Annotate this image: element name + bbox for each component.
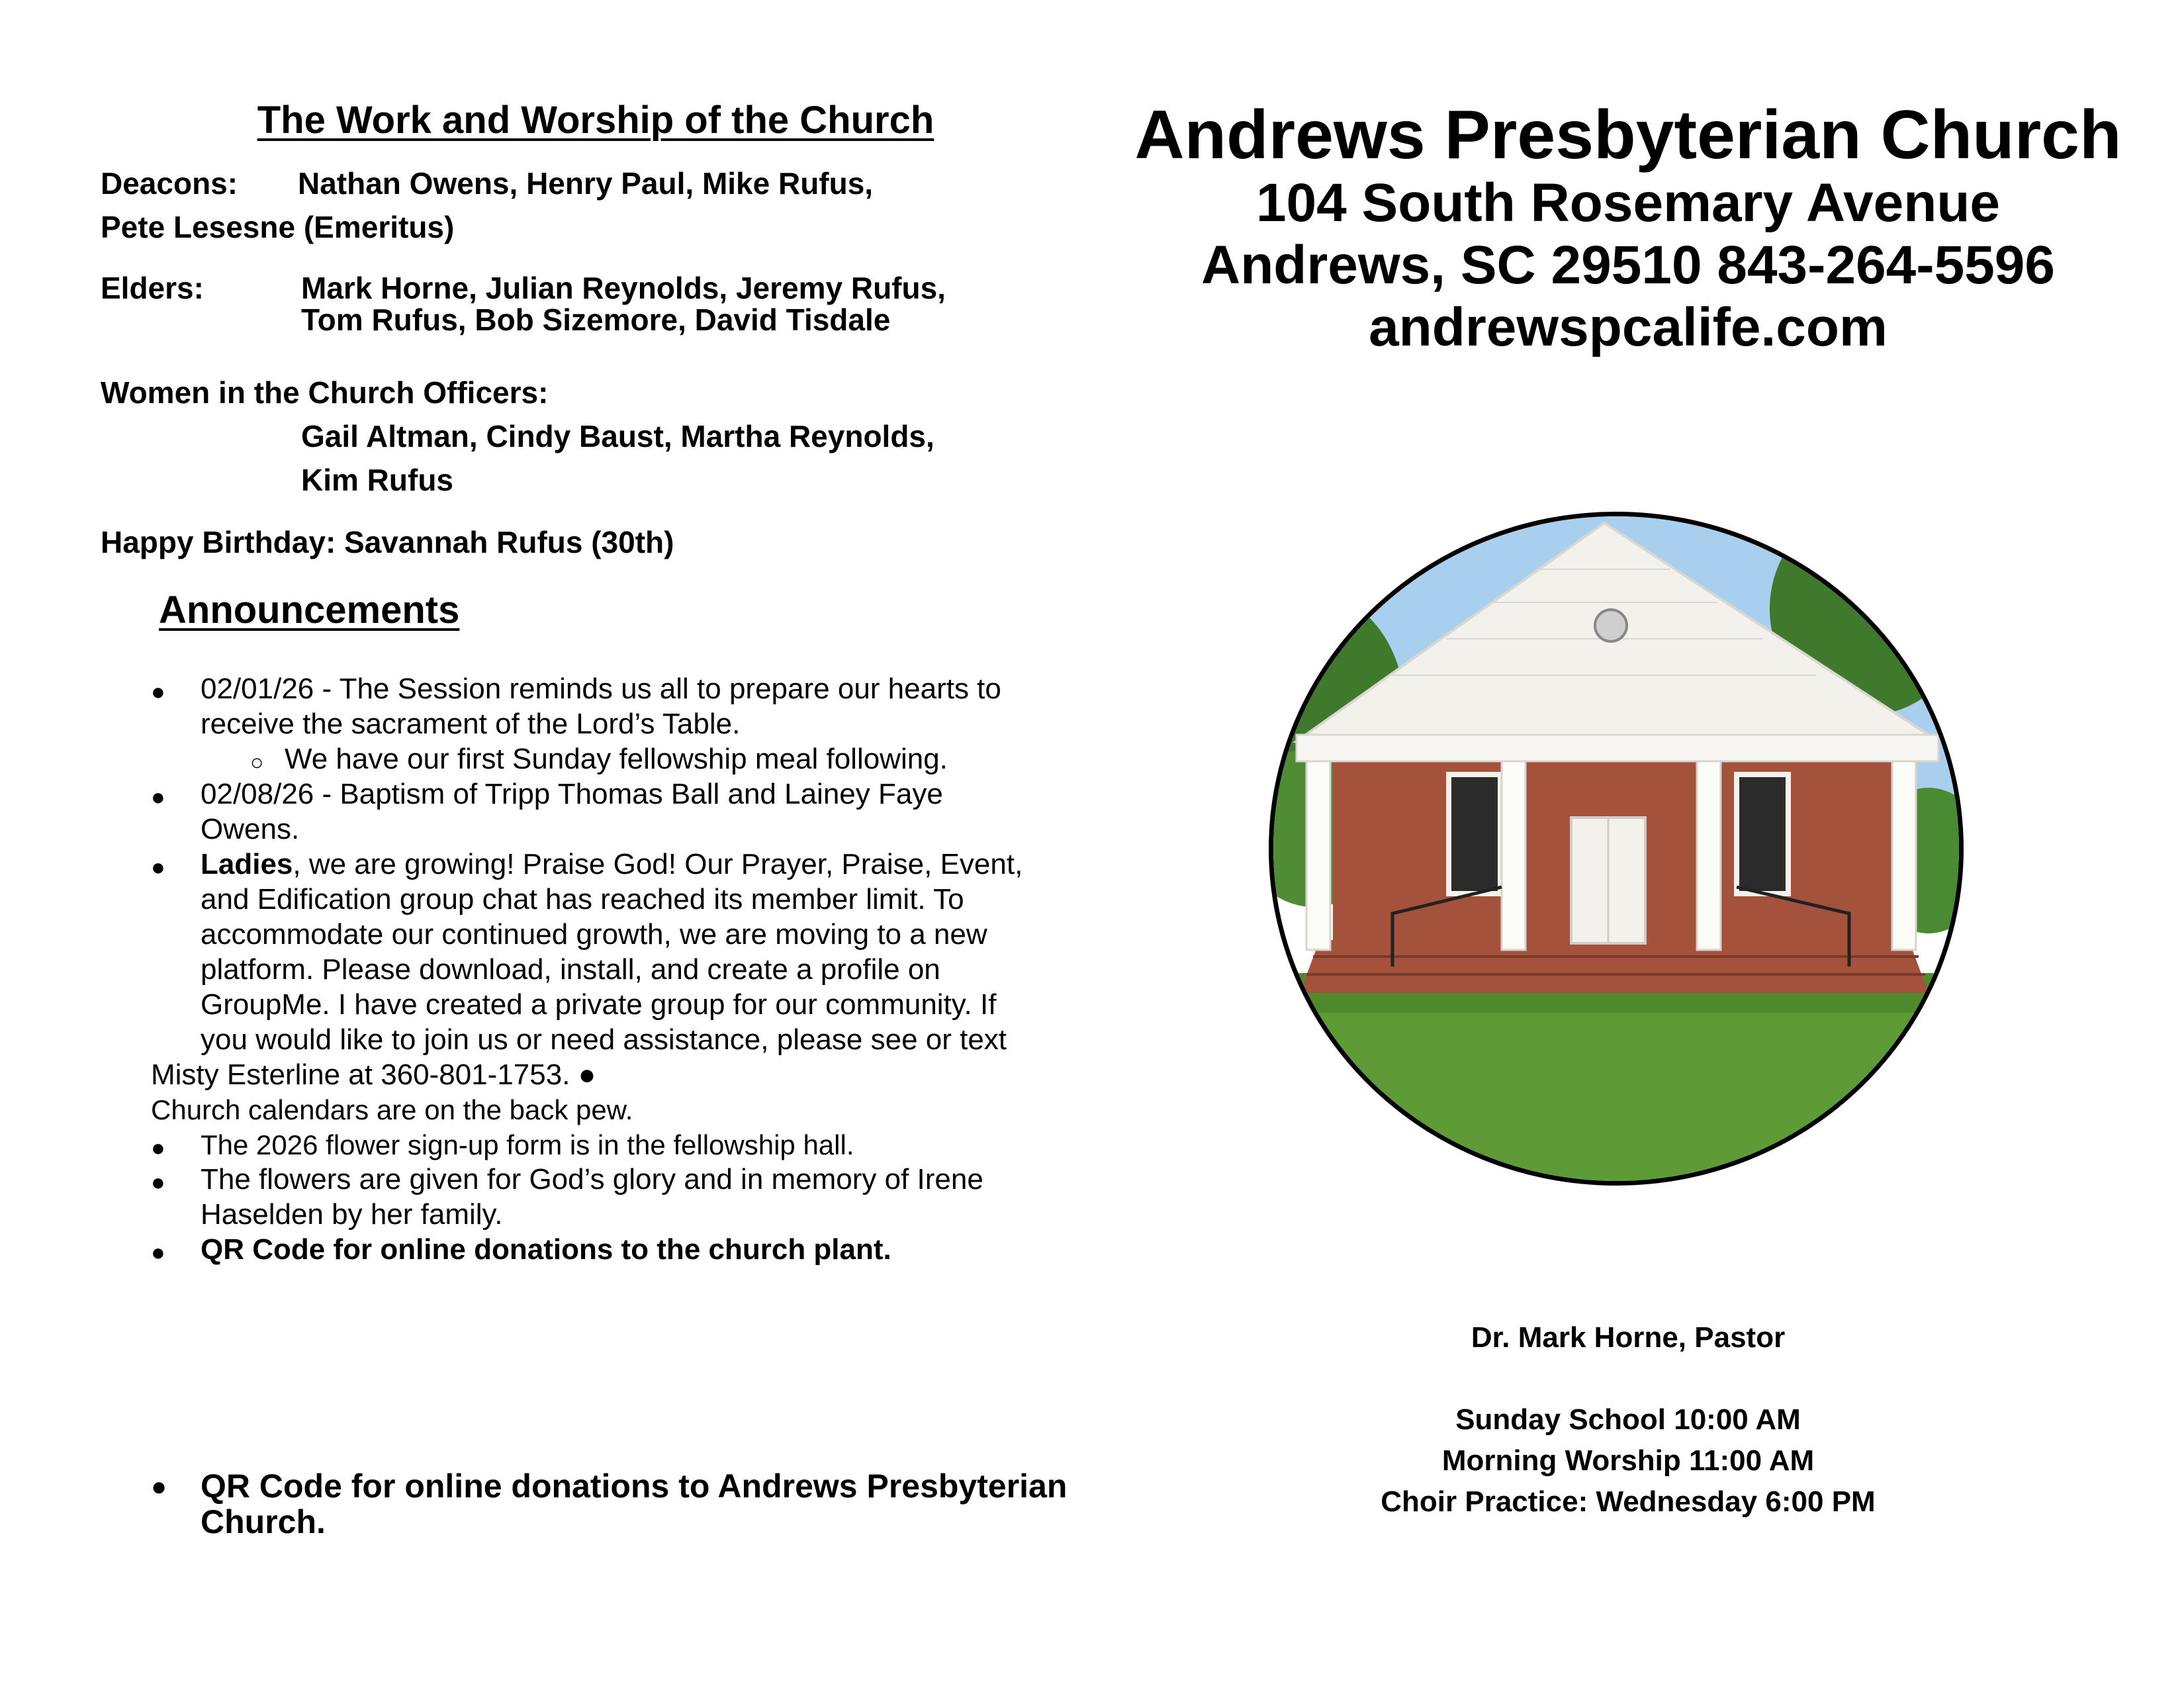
announcement-3-line7: Misty Esterline at 360-801-1753. ● xyxy=(151,1058,596,1091)
choir-practice-time: Choir Practice: Wednesday 6:00 PM xyxy=(1381,1485,1876,1518)
elders-label: Elders: xyxy=(101,271,204,305)
column-2 xyxy=(1502,761,1525,950)
announcement-3-line6: you would like to join us or need assistance, please see or text xyxy=(201,1023,1007,1056)
announcement-5: The 2026 flower sign-up form is in the fellowship hall. xyxy=(201,1129,854,1160)
round-vent xyxy=(1595,610,1627,641)
bullet-7: ● xyxy=(151,1239,165,1266)
entablature xyxy=(1297,735,1938,761)
column-1 xyxy=(1306,761,1330,950)
pastor-name: Dr. Mark Horne, Pastor xyxy=(1471,1321,1786,1354)
announcement-3-line3: accommodate our continued growth, we are moving to a new xyxy=(201,918,987,951)
church-building-illustration xyxy=(1273,516,1959,1181)
announcement-4: Church calendars are on the back pew. xyxy=(151,1094,633,1125)
announcements-heading: Announcements xyxy=(159,588,460,632)
church-address-city-phone: Andrews, SC 29510 843-264-5596 xyxy=(1201,235,2056,295)
elders-names-continued: Tom Rufus, Bob Sizemore, David Tisdale xyxy=(301,303,891,337)
deacons-label: Deacons: xyxy=(101,166,238,201)
announcement-2 xyxy=(201,776,1101,847)
announcement-3-line4: platform. Please download, install, and create a profile on xyxy=(201,953,940,986)
announcement-3-line1 xyxy=(201,847,1101,882)
women-officers-names-continued: Kim Rufus xyxy=(301,463,453,497)
announcement-2-line1: 02/08/26 - Baptism of Tripp Thomas Ball and Lainey Faye xyxy=(201,778,943,810)
church-website: andrewspcalife.com xyxy=(1369,297,1888,357)
announcement-2-line2: Owens. xyxy=(201,813,300,845)
bullet-6: ● xyxy=(151,1168,165,1196)
church-address-street: 104 South Rosemary Avenue xyxy=(1255,173,2001,233)
service-info xyxy=(1118,1317,2138,1523)
announcement-3-line2: and Edification group chat has reached its member limit. To xyxy=(201,883,964,915)
column-4 xyxy=(1892,761,1916,950)
church-photo xyxy=(1269,512,1964,1186)
women-officers-names: Gail Altman, Cindy Baust, Martha Reynolds, xyxy=(301,419,934,453)
elders-names: Mark Horne, Julian Reynolds, Jeremy Rufus, xyxy=(301,271,946,305)
deacons-names: Nathan Owens, Henry Paul, Mike Rufus, xyxy=(298,166,874,201)
announcement-1-sub: We have our first Sunday fellowship meal following. xyxy=(285,743,948,775)
column-3 xyxy=(1697,761,1721,950)
bullet-3: ● xyxy=(151,853,165,880)
announcement-6-line1: The flowers are given for God’s glory and in memory of Irene xyxy=(201,1163,983,1196)
bullet-8: ● xyxy=(151,1472,167,1501)
birthday-notice: Happy Birthday: Savannah Rufus (30th) xyxy=(101,525,674,559)
announcement-6 xyxy=(201,1162,1101,1232)
announcement-3-line1-rest: , we are growing! Praise God! Our Prayer, Praise, Event, xyxy=(293,848,1023,880)
church-header xyxy=(1118,98,2138,359)
bullet-5: ● xyxy=(151,1134,165,1161)
morning-worship-time: Morning Worship 11:00 AM xyxy=(1441,1444,1815,1477)
sub-bullet: ○ xyxy=(250,750,264,775)
ladies-emphasis: Ladies xyxy=(201,848,293,880)
announcement-qr-andrews xyxy=(201,1468,1101,1540)
sunday-school-time: Sunday School 10:00 AM xyxy=(1455,1403,1801,1436)
announcement-8-line2: Church. xyxy=(201,1503,326,1540)
bullet-1: ● xyxy=(151,678,165,705)
announcement-1-line1: 02/01/26 - The Session reminds us all to prepare our hearts to xyxy=(201,673,1001,705)
announcement-1-line2: receive the sacrament of the Lord’s Table. xyxy=(201,708,741,740)
church-name: Andrews Presbyterian Church xyxy=(1134,97,2122,173)
announcement-3 xyxy=(201,847,1101,1057)
announcement-qr-church-plant: QR Code for online donations to the church plant. xyxy=(201,1233,891,1266)
announcement-1 xyxy=(201,671,1101,741)
deacons-names-continued: Pete Lesesne (Emeritus) xyxy=(101,210,455,244)
women-officers-label: Women in the Church Officers: xyxy=(101,375,549,410)
announcement-8-line1: QR Code for online donations to Andrews Presbyterian xyxy=(201,1468,1068,1505)
announcement-6-line2: Haselden by her family. xyxy=(201,1198,503,1231)
announcement-3-line5: GroupMe. I have created a private group for our community. If xyxy=(201,988,997,1021)
stained-glass-window-right xyxy=(1737,774,1788,894)
bullet-2: ● xyxy=(151,783,165,810)
work-worship-heading: The Work and Worship of the Church xyxy=(257,99,934,142)
stained-glass-window-left xyxy=(1449,774,1500,894)
